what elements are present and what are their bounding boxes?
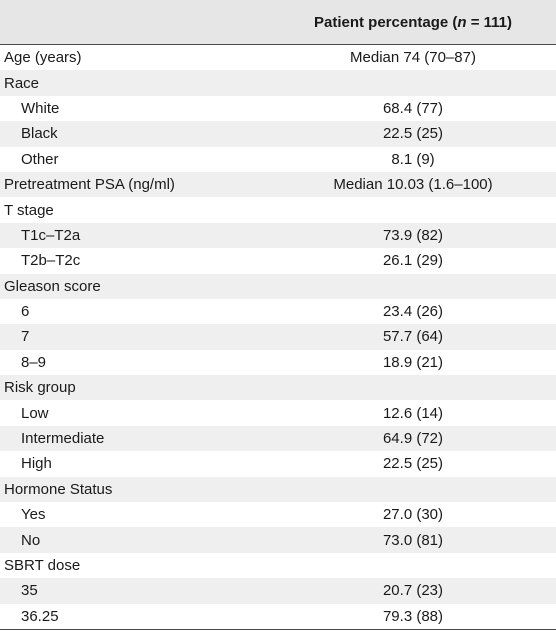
row-label: Age (years) [4, 49, 82, 67]
table-row [0, 502, 556, 527]
row-label: Hormone Status [4, 480, 113, 498]
table-row [0, 197, 556, 222]
row-label: Yes [21, 506, 46, 524]
table-row [0, 70, 556, 95]
row-value: 73.9 (82) [382, 226, 444, 244]
table-row [0, 426, 556, 451]
table-row [0, 96, 556, 121]
row-value: 18.9 (21) [382, 353, 444, 371]
bottom-divider [0, 629, 556, 630]
row-value: Median 10.03 (1.6–100) [333, 176, 493, 194]
row-value: Median 74 (70–87) [350, 49, 476, 67]
row-value: 23.4 (26) [382, 303, 444, 321]
header-n-italic: n [457, 13, 467, 31]
row-label: White [21, 99, 60, 117]
row-value: 22.5 (25) [382, 455, 444, 473]
row-label: 36.25 [21, 607, 59, 625]
row-label: No [21, 531, 41, 549]
table-header [0, 0, 556, 44]
row-label: T stage [4, 201, 54, 219]
row-label: Pretreatment PSA (ng/ml) [4, 176, 175, 194]
table-row [0, 451, 556, 476]
table-row [0, 223, 556, 248]
header-patient-percentage [270, 14, 556, 31]
row-value: 68.4 (77) [382, 99, 444, 117]
header-prefix: Patient percentage ( [313, 13, 458, 31]
row-label: Race [4, 74, 40, 92]
table-row [0, 147, 556, 172]
row-label: 35 [21, 582, 38, 600]
table-row [0, 299, 556, 324]
row-value: 64.9 (72) [382, 430, 444, 448]
table-row [0, 172, 556, 197]
row-label: High [21, 455, 52, 473]
row-value: 73.0 (81) [382, 531, 444, 549]
table-row [0, 400, 556, 425]
row-label: 8–9 [21, 353, 47, 371]
table-row [0, 248, 556, 273]
table-body [0, 45, 556, 629]
row-label: Intermediate [21, 430, 105, 448]
table-row [0, 578, 556, 603]
table-row [0, 274, 556, 299]
row-value: 26.1 (29) [382, 252, 444, 270]
table-row [0, 45, 556, 70]
row-value: 20.7 (23) [382, 582, 444, 600]
row-label: Low [21, 404, 49, 422]
table-row [0, 553, 556, 578]
table-row [0, 324, 556, 349]
row-label: Gleason score [4, 277, 101, 295]
table-row [0, 477, 556, 502]
row-label: Black [21, 125, 58, 143]
table-row [0, 375, 556, 400]
row-value: 79.3 (88) [382, 607, 444, 625]
table-row [0, 350, 556, 375]
table-row [0, 527, 556, 552]
row-label: Risk group [4, 379, 76, 397]
row-value: 8.1 (9) [391, 150, 435, 168]
row-value: 12.6 (14) [382, 404, 444, 422]
row-value: 27.0 (30) [382, 506, 444, 524]
table-row [0, 121, 556, 146]
row-label: Other [21, 150, 59, 168]
row-label: T1c–T2a [21, 226, 81, 244]
header-suffix: = 111) [466, 13, 512, 31]
table-row [0, 604, 556, 629]
row-value: 57.7 (64) [382, 328, 444, 346]
row-value: 22.5 (25) [382, 125, 444, 143]
row-label: SBRT dose [4, 557, 81, 574]
row-label: T2b–T2c [21, 252, 81, 270]
row-label: 6 [21, 303, 30, 321]
row-label: 7 [21, 328, 30, 346]
